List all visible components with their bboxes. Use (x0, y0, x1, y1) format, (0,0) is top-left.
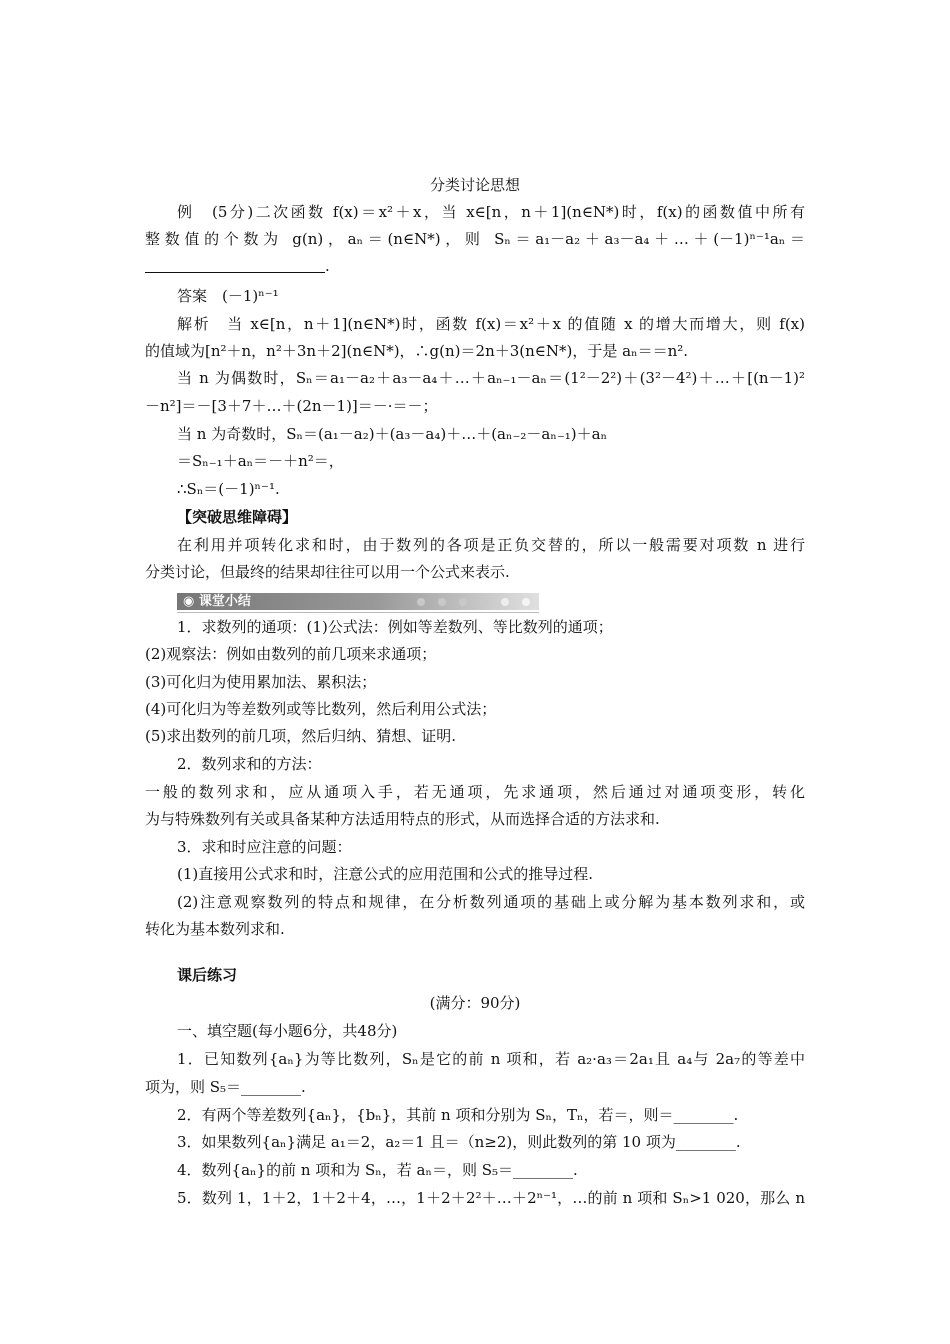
note-2-line-1: (2)注意观察数列的特点和规律，在分析数列通项的基础上或分解为基本数列求和，或 (177, 893, 805, 911)
summary-banner (177, 593, 539, 610)
summary-banner-title: ◉ 课堂小结 (183, 594, 251, 609)
analysis-line-5: 当 n 为奇数时，Sₙ＝(a₁－a₂)＋(a₃－a₄)＋…＋(aₙ₋₂－aₙ₋₁)＋aₙ (177, 425, 608, 443)
answer-blank (145, 256, 325, 273)
breakthrough-line-1: 在利用并项转化求和时，由于数列的各项是正负交替的，所以一般需要对项数 n 进行 (177, 536, 805, 554)
example-line-2: 整数值的个数为 g(n)，aₙ＝(n∈N*)，则 Sₙ＝a₁－a₂＋a₃－a₄＋…＋(－1)ⁿ⁻¹aₙ＝ (145, 230, 805, 248)
breakthrough-line-2: 分类讨论，但最终的结果却往往可以用一个公式来表示. (145, 563, 510, 581)
sum-line-1: 一般的数列求和，应从通项入手，若无通项，先求通项，然后通过对通项变形，转化 (145, 783, 805, 801)
banner-dot-icon (438, 598, 446, 606)
answer: 答案 (－1)ⁿ⁻¹ (177, 287, 279, 305)
question-5: 5．数列 1，1＋2，1＋2＋4，…，1＋2＋2²＋…＋2ⁿ⁻¹，…的前 n 项和 Sₙ>1 020，那么 n (177, 1189, 805, 1207)
breakthrough-heading: 【突破思维障碍】 (177, 508, 298, 526)
question-3: 3．如果数列{aₙ}满足 a₁＝2，a₂＝1 且＝（n≥2)，则此数列的第 10 项为________. (177, 1133, 741, 1151)
summary-line-1: 1．求数列的通项：(1)公式法：例如等差数列、等比数列的通项； (177, 618, 613, 636)
analysis-line-4: －n²]＝－[3＋7＋…＋(2n－1)]＝－·＝－； (145, 397, 438, 415)
analysis-line-1: 解析 当 x∈[n，n＋1](n∈N*)时，函数 f(x)＝x²＋x 的值随 x 的增大而增大，则 f(x) (177, 315, 805, 333)
note-heading: 3．求和时应注意的问题： (177, 838, 352, 856)
question-1-line-2: 项为，则 S₅＝________. (145, 1078, 306, 1096)
example-line-1: 例 (5分)二次函数 f(x)＝x²＋x，当 x∈[n，n＋1](n∈N*)时，f(x)的函数值中所有 (177, 203, 805, 221)
summary-line-3: (3)可化归为使用累加法、累积法； (145, 673, 377, 691)
banner-dot-icon (501, 598, 509, 606)
banner-dot-icon (522, 598, 530, 606)
example-line-3 (145, 256, 805, 276)
analysis-line-2: 的值域为[n²＋n，n²＋3n＋2](n∈N*)，∴g(n)＝2n＋3(n∈N*)，于是 aₙ＝＝n². (145, 342, 689, 360)
summary-line-4: (4)可化归为等差数列或等比数列，然后利用公式法； (145, 700, 497, 718)
sum-heading: 2．数列求和的方法： (177, 755, 322, 773)
question-4: 4．数列{aₙ}的前 n 项和为 Sₙ，若 aₙ＝，则 S₅＝________. (177, 1161, 578, 1179)
analysis-line-3: 当 n 为偶数时，Sₙ＝a₁－a₂＋a₃－a₄＋…＋aₙ₋₁－aₙ＝(1²－2²)＋(3²－4²)＋…＋[(n－1)² (177, 369, 805, 387)
example-line-3-end: . (325, 257, 330, 275)
note-1: (1)直接用公式求和时，注意公式的应用范围和公式的推导过程. (177, 865, 594, 883)
banner-underline (177, 612, 539, 613)
note-2-line-2: 转化为基本数列求和. (145, 920, 285, 938)
exercises-score: (满分：90分) (429, 994, 521, 1012)
banner-dot-icon (459, 598, 467, 606)
question-1-line-1: 1．已知数列{aₙ}为等比数列，Sₙ是它的前 n 项和，若 a₂·a₃＝2a₁且 a₄与 2a₇的等差中 (177, 1050, 805, 1068)
summary-line-2: (2)观察法：例如由数列的前几项来求通项； (145, 645, 437, 663)
page-title: 分类讨论思想 (429, 176, 520, 194)
question-2: 2．有两个等差数列{aₙ}，{bₙ}，其前 n 项和分别为 Sₙ，Tₙ，若＝，则＝________. (177, 1106, 739, 1124)
exercises-section: 一、填空题(每小题6分，共48分) (177, 1022, 398, 1040)
exercises-heading: 课后练习 (177, 966, 238, 984)
summary-line-5: (5)求出数列的前几项，然后归纳、猜想、证明. (145, 727, 457, 745)
analysis-line-7: ∴Sₙ＝(－1)ⁿ⁻¹. (177, 480, 280, 498)
sum-line-2: 为与特殊数列有关或具备某种方法适用特点的形式，从而选择合适的方法求和. (145, 810, 660, 828)
analysis-line-6: ＝Sₙ₋₁＋aₙ＝－＋n²＝， (177, 452, 344, 470)
banner-dot-icon (417, 598, 425, 606)
banner-dot-icon (480, 598, 488, 606)
